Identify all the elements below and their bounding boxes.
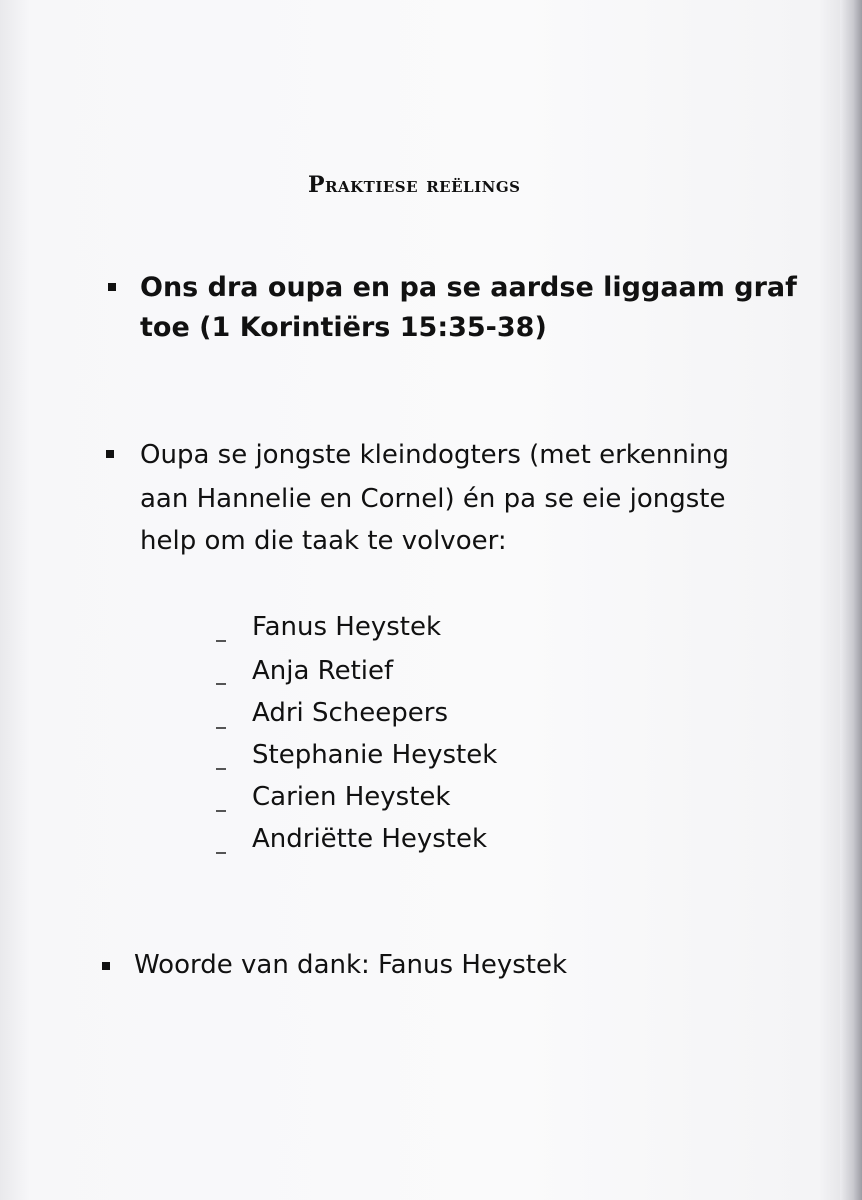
dash-icon xyxy=(216,852,226,854)
item-1-line-1: Ons dra oupa en pa se aardse liggaam graf xyxy=(140,272,797,303)
list-item: Adri Scheepers xyxy=(252,698,449,728)
list-item: Carien Heystek xyxy=(252,782,451,812)
bullet-icon xyxy=(108,283,116,291)
dash-icon xyxy=(216,727,226,729)
dash-icon xyxy=(216,683,226,685)
list-item: Stephanie Heystek xyxy=(252,740,498,770)
page-edge-shadow xyxy=(840,0,862,1200)
list-item: Fanus Heystek xyxy=(252,612,441,642)
thanks-line: Woorde van dank: Fanus Heystek xyxy=(134,950,568,980)
page-title: Praktiese reëlings xyxy=(308,172,521,198)
dash-icon xyxy=(216,768,226,770)
list-item: Andriëtte Heystek xyxy=(252,824,488,854)
item-2-line-3: help om die taak te volvoer: xyxy=(140,526,507,556)
item-2-line-2: aan Hannelie en Cornel) én pa se eie jongste xyxy=(140,484,726,514)
bullet-icon xyxy=(106,450,114,458)
dash-icon xyxy=(216,810,226,812)
list-item: Anja Retief xyxy=(252,656,394,686)
item-2-line-1: Oupa se jongste kleindogters (met erkenning xyxy=(140,440,730,470)
item-1-line-2: toe (1 Korintiërs 15:35-38) xyxy=(140,312,547,343)
dash-icon xyxy=(216,640,226,642)
bullet-icon xyxy=(102,962,110,970)
